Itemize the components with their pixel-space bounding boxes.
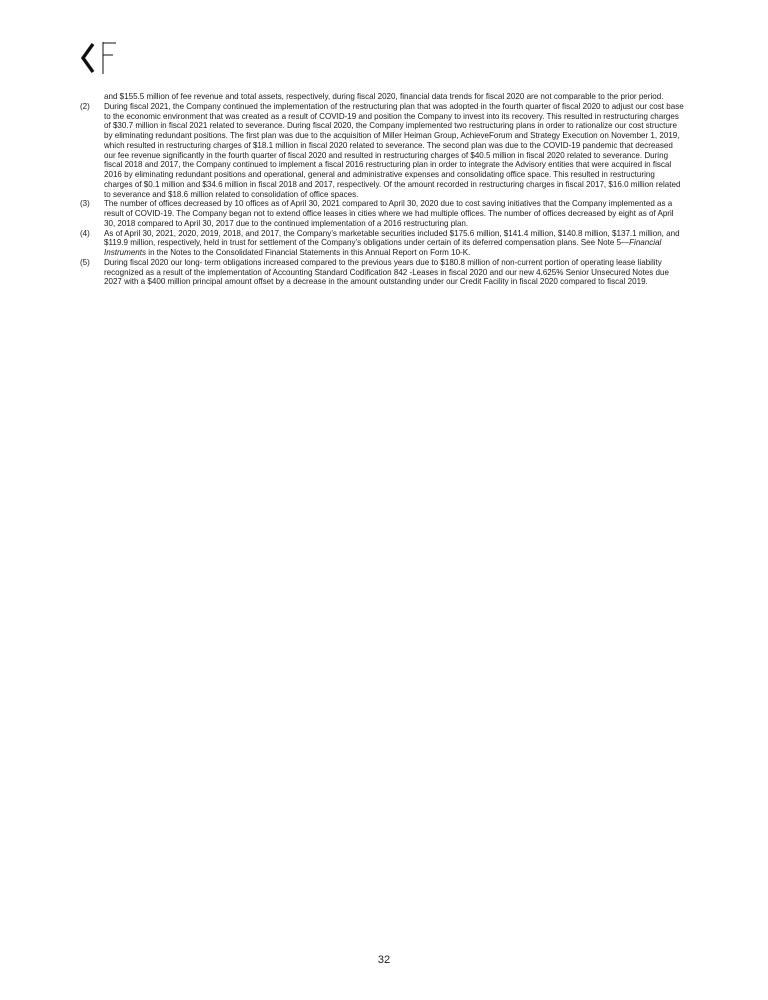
footnote-text: The number of offices decreased by 10 offices as of April 30, 2021 compared to April 30, 2020 due to cost saving initiatives that the Company implemented as a result of COVID-19. The Company began not to extend office leases in cities where we had multiple offices. The number of offices decreased by eight as of April 30, 2018 compared to April 30, 2017 due to the continued implementation of a 2016 restructuring plan.	[104, 199, 674, 228]
footnote-5	[80, 258, 685, 287]
footnote-number: (3)	[80, 199, 90, 209]
footnote-number: (2)	[80, 101, 90, 111]
footnote-text	[104, 229, 685, 258]
footnote-3	[80, 199, 685, 228]
note-reference-italic: Financial Instruments	[104, 238, 662, 257]
footnote-text: During fiscal 2021, the Company continued the implementation of the restructuring plan that was adopted in the fourth quarter of fiscal 2020 to adjust our cost base to the economic environment that was created as a result of COVID-19 and position the Company to invest into its recovery. This resulted in restructuring charges of $30.7 million in fiscal 2021 related to severance. During fiscal 2020, the Company implemented two restructuring plans in order to rationalize our cost structure by eliminating redundant positions. The first plan was due to the acquisition of Miller Heiman Group, AchieveForum and Strategy Execution on November 1, 2019, which resulted in restructuring charges of $18.1 million in fiscal 2020 related to severance. The second plan was due to the COVID-19 pandemic that decreased our fee revenue significantly in the fourth quarter of fiscal 2020 and resulted in restructuring charges of $40.5 million in fiscal 2020 related to severance. During fiscal 2018 and 2017, the Company continued to implement a fiscal 2016 restructuring plan in order to integrate the Advisory entities that were acquired in fiscal 2016 by eliminating redundant positions and operational, general and administrative expenses and consolidating office space. This resulted in restructuring charges of $0.1 million and $34.6 million in fiscal 2018 and 2017, respectively. Of the amount recorded in restructuring charges in fiscal 2017, $16.0 million related to severance and $18.6 million related to consolidation of office spaces.	[104, 101, 684, 199]
footnote-continuation: and $155.5 million of fee revenue and total assets, respectively, during fiscal 2020, financial data trends for fiscal 2020 are not comparable to the prior period.	[104, 92, 664, 101]
footnote-text: During fiscal 2020 our long- term obligations increased compared to the previous years due to $180.8 million of non-current portion of operating lease liability recognized as a result of the implementation of Accounting Standard Codification 842 -Leases in fiscal 2020 and our new 4.625% Senior Unsecured Notes due 2027 with a $400 million principal amount offset by a decrease in the amount outstanding under our Credit Facility in fiscal 2020 compared to fiscal 2019.	[104, 257, 669, 287]
footnote-4	[80, 229, 685, 258]
footnote-text-part: As of April 30, 2021, 2020, 2019, 2018, and 2017, the Company’s marketable securities included $175.6 million, $141.4 million, $140.8 million, $137.1 million, and $119.9 million, respectively, held in trust for settlement of the Company’s obligations under certain of its deferred compensation plans. See Note 5—	[104, 228, 680, 248]
kf-logo-icon	[80, 40, 128, 76]
footnote-number: (4)	[80, 228, 90, 238]
footnotes	[80, 92, 685, 287]
footnote-2	[80, 102, 685, 200]
footnote-text-part: in the Notes to the Consolidated Financial Statements in this Annual Report on Form 10-K.	[146, 248, 471, 257]
page-number: 32	[377, 954, 391, 966]
footnote-number: (5)	[80, 257, 90, 267]
